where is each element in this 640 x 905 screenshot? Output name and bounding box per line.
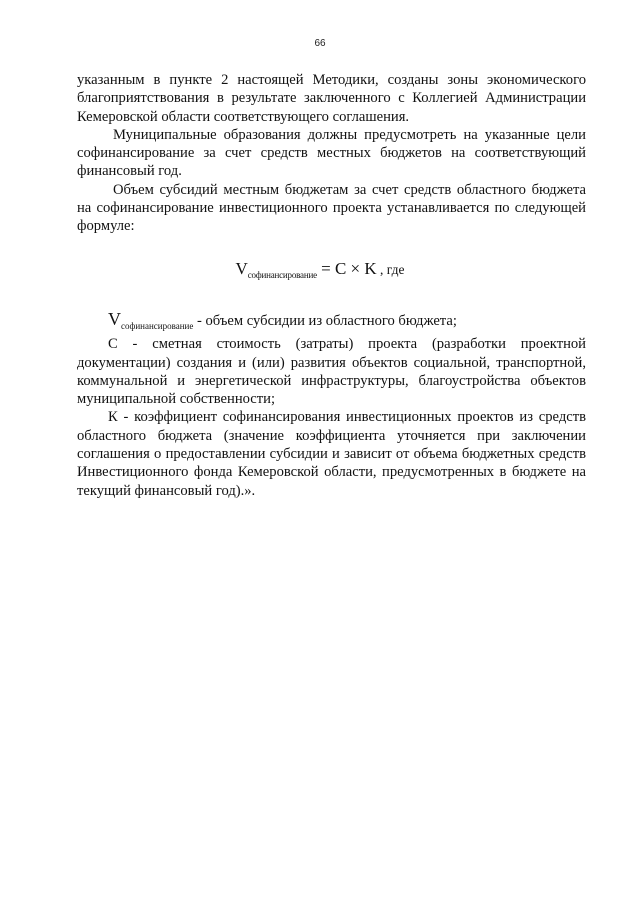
paragraph-1: указанным в пункте 2 настоящей Методики, созданы зоны экономического благоприятствования в результате заключенного с Коллегией Администрации Кемеровской области соответствующего соглашения. xyxy=(77,72,586,125)
definition-c: С - сметная стоимость (затраты) проекта (разработки проектной документации) создания и (или) развития объектов социальной, транспортной, коммунальной и энергетической инфраструктуры, благоустройства объектов муниципальной собственности; xyxy=(77,336,586,408)
formula-tail: , где xyxy=(376,262,405,277)
formula-symbol: V xyxy=(235,259,248,278)
page-number: 66 xyxy=(314,38,326,49)
paragraph-2: Муниципальные образования должны предусмотреть на указанные цели софинансирование за счет средств местных бюджетов на соответствующий финансовый год. xyxy=(77,126,586,180)
definitions xyxy=(77,310,586,500)
formula-rhs: = C × K xyxy=(316,259,377,278)
definition-v-text: - объем субсидии из областного бюджета; xyxy=(193,313,457,329)
body-text xyxy=(77,71,586,236)
definition-v-subscript: софинансирование xyxy=(121,321,194,331)
definition-v-symbol: V xyxy=(108,309,121,329)
definition-v xyxy=(77,310,586,335)
paragraph-3: Объем субсидий местным бюджетам за счет средств областного бюджета на софинансирование инвестиционного проекта устанавливается по следующей формуле: xyxy=(77,181,586,235)
definition-k: К - коэффициент софинансирования инвестиционных проектов из средств областного бюджета (значение коэффициента уточняется при заключении соглашения о предоставлении субсидии и зависит от объема бюджетных средств Инвестиционного фонда Кемеровской области, предусмотренных в бюджете на текущий финансовый год).». xyxy=(77,409,586,499)
formula-subscript: софинансирование xyxy=(247,270,317,280)
formula xyxy=(0,259,640,280)
